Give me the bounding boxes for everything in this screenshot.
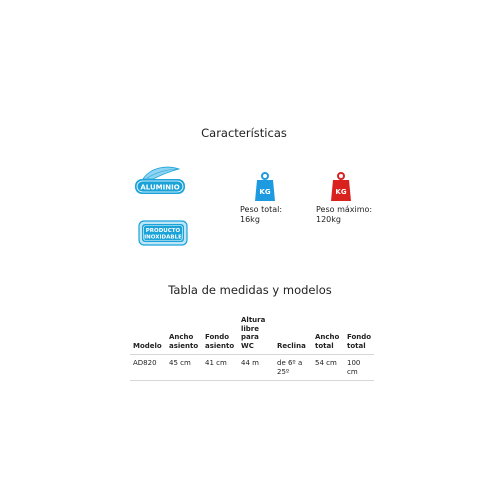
weight-total-caption: Peso total: bbox=[240, 205, 283, 214]
header-altura-libre: Altura libre para WC bbox=[238, 316, 274, 355]
header-ancho-total: Ancho total bbox=[312, 316, 344, 355]
table-header-row bbox=[130, 316, 374, 355]
table-row bbox=[130, 355, 374, 381]
cell-fondo-total: 100 cm bbox=[344, 355, 374, 381]
header-fondo-total: Fondo total bbox=[344, 316, 374, 355]
spec-table bbox=[130, 316, 374, 381]
cell-ancho-total: 54 cm bbox=[312, 355, 344, 381]
table-title: Tabla de medidas y modelos bbox=[168, 283, 332, 297]
red-weight-icon bbox=[330, 172, 352, 202]
aluminio-text: ALUMINIO bbox=[140, 183, 180, 192]
header-modelo: Modelo bbox=[130, 316, 166, 355]
header-reclina: Reclina bbox=[274, 316, 312, 355]
inox-text-line1: PRODUCTO bbox=[145, 228, 181, 234]
cell-fondo-asiento: 41 cm bbox=[202, 355, 238, 381]
blue-weight-text: KG bbox=[259, 188, 271, 196]
red-weight-text: KG bbox=[335, 188, 347, 196]
weight-total-value: 16kg bbox=[240, 215, 260, 224]
feather-icon bbox=[133, 165, 189, 197]
weight-max bbox=[316, 172, 406, 225]
blue-weight-icon bbox=[254, 172, 276, 202]
header-fondo-asiento: Fondo asiento bbox=[202, 316, 238, 355]
cell-altura-libre: 44 m bbox=[238, 355, 274, 381]
inox-badge bbox=[137, 219, 189, 247]
weight-max-label bbox=[316, 205, 406, 225]
weight-max-caption: Peso máximo: bbox=[316, 205, 373, 214]
cell-reclina: de 6º a 25º bbox=[274, 355, 312, 381]
inox-text-line2: INOXIDABLE bbox=[144, 234, 182, 241]
weight-max-value: 120kg bbox=[316, 215, 341, 224]
features-title: Características bbox=[201, 126, 287, 140]
cell-ancho-asiento: 45 cm bbox=[166, 355, 202, 381]
inox-shield-icon bbox=[137, 219, 189, 247]
cell-modelo: AD820 bbox=[130, 355, 166, 381]
header-ancho-asiento: Ancho asiento bbox=[166, 316, 202, 355]
aluminio-badge bbox=[133, 165, 189, 197]
